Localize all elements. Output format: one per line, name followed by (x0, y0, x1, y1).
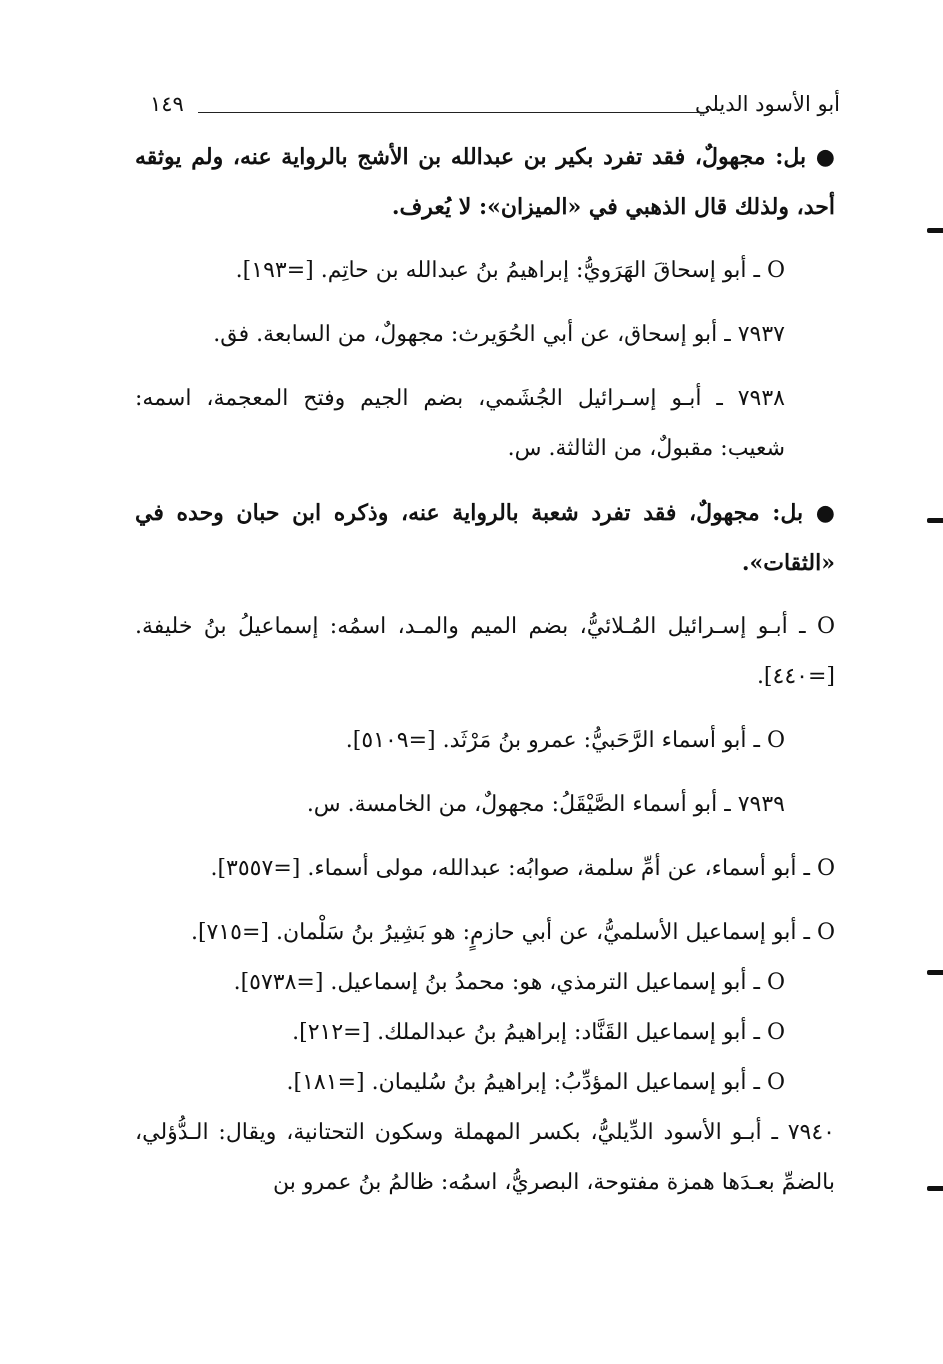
cross-reference-entry: O ـ أبـو إسـرائيل المُـلائيُّ، بضم الميم والمـد، اسمُه: إسماعيلُ بنُ خليفة. [=٤٤٠]. (135, 614, 835, 689)
cross-reference-entry: O ـ أبو إسماعيل الترمذي، هو: محمدُ بنُ إسماعيل. [=٥٧٣٨]. (233, 970, 785, 995)
page-edge-mark (927, 1186, 943, 1191)
header-rule (198, 112, 700, 113)
biography-entry-7940: ٧٩٤٠ ـ أبـو الأسود الدِّيليُّ، بكسر المهملة وسكون التحتانية، ويقال: الـدُّؤلي، بالضمِّ بعـدَها همزة مفتوحة، البصريُّ، اسمُه: ظالمُ بنُ عمرو بن (135, 1120, 835, 1195)
page-body (135, 132, 835, 1208)
note-paragraph-1: ● بل: مجهولٌ، فقد تفرد بكير بن عبدالله بن الأشج بالرواية عنه، ولم يوثقه أحد، ولذلك قال الذهبي في «الميزان»: لا يُعرف. (135, 144, 835, 220)
biography-entry-7939: ٧٩٣٩ ـ أبو أسماء الصَّيْقَلُ: مجهولٌ، من الخامسة. س. (306, 792, 785, 817)
page-edge-mark (927, 228, 943, 233)
page-edge-mark (927, 518, 943, 523)
biography-entry-7938: ٧٩٣٨ ـ أبـو إسـرائيل الجُشَمي، بضم الجيم وفتح المعجمة، اسمه: شعيب: مقبولٌ، من الثالثة. س. (135, 386, 785, 461)
cross-reference-entry: O ـ أبو إسماعيل الأسلميُّ، عن أبي حازمٍ: هو بَشِيرُ بنُ سَلْمان. [=٧١٥]. (190, 920, 835, 945)
cross-reference-entry: O ـ أبو أسماء الرَّحَبيُّ: عمرو بنُ مَرْثَد. [=٥١٠٩]. (345, 728, 785, 753)
cross-reference-entry: O ـ أبو أسماء، عن أمِّ سلمة، صوابُه: عبدالله، مولى أسماء. [=٣٥٥٧]. (210, 856, 835, 881)
cross-reference-entry: O ـ أبو إسماعيل المؤدِّبُ: إبراهيمُ بنُ سُليمان. [=١٨١]. (286, 1070, 785, 1095)
running-header (150, 92, 840, 122)
page-number: ١٤٩ (150, 92, 184, 116)
cross-reference-entry: O ـ أبو إسماعيل القَنَّاد: إبراهيمُ بنُ عبدالملك. [=٢١٢]. (292, 1020, 785, 1045)
cross-reference-entry: O ـ أبو إسحاقَ الهَرَويُّ: إبراهيمُ بنُ عبدالله بن حاتِم. [=١٩٣]. (235, 258, 785, 283)
note-paragraph-2: ● بل: مجهولٌ، فقد تفرد شعبة بالرواية عنه، وذكره ابن حبان وحده في «الثقات». (135, 500, 835, 576)
biography-entry-7937: ٧٩٣٧ ـ أبو إسحاق، عن أبي الحُوَيرث: مجهولٌ، من السابعة. فق. (213, 322, 785, 347)
header-title: أبو الأسود الديلي (694, 92, 840, 116)
page-edge-mark (927, 970, 943, 975)
